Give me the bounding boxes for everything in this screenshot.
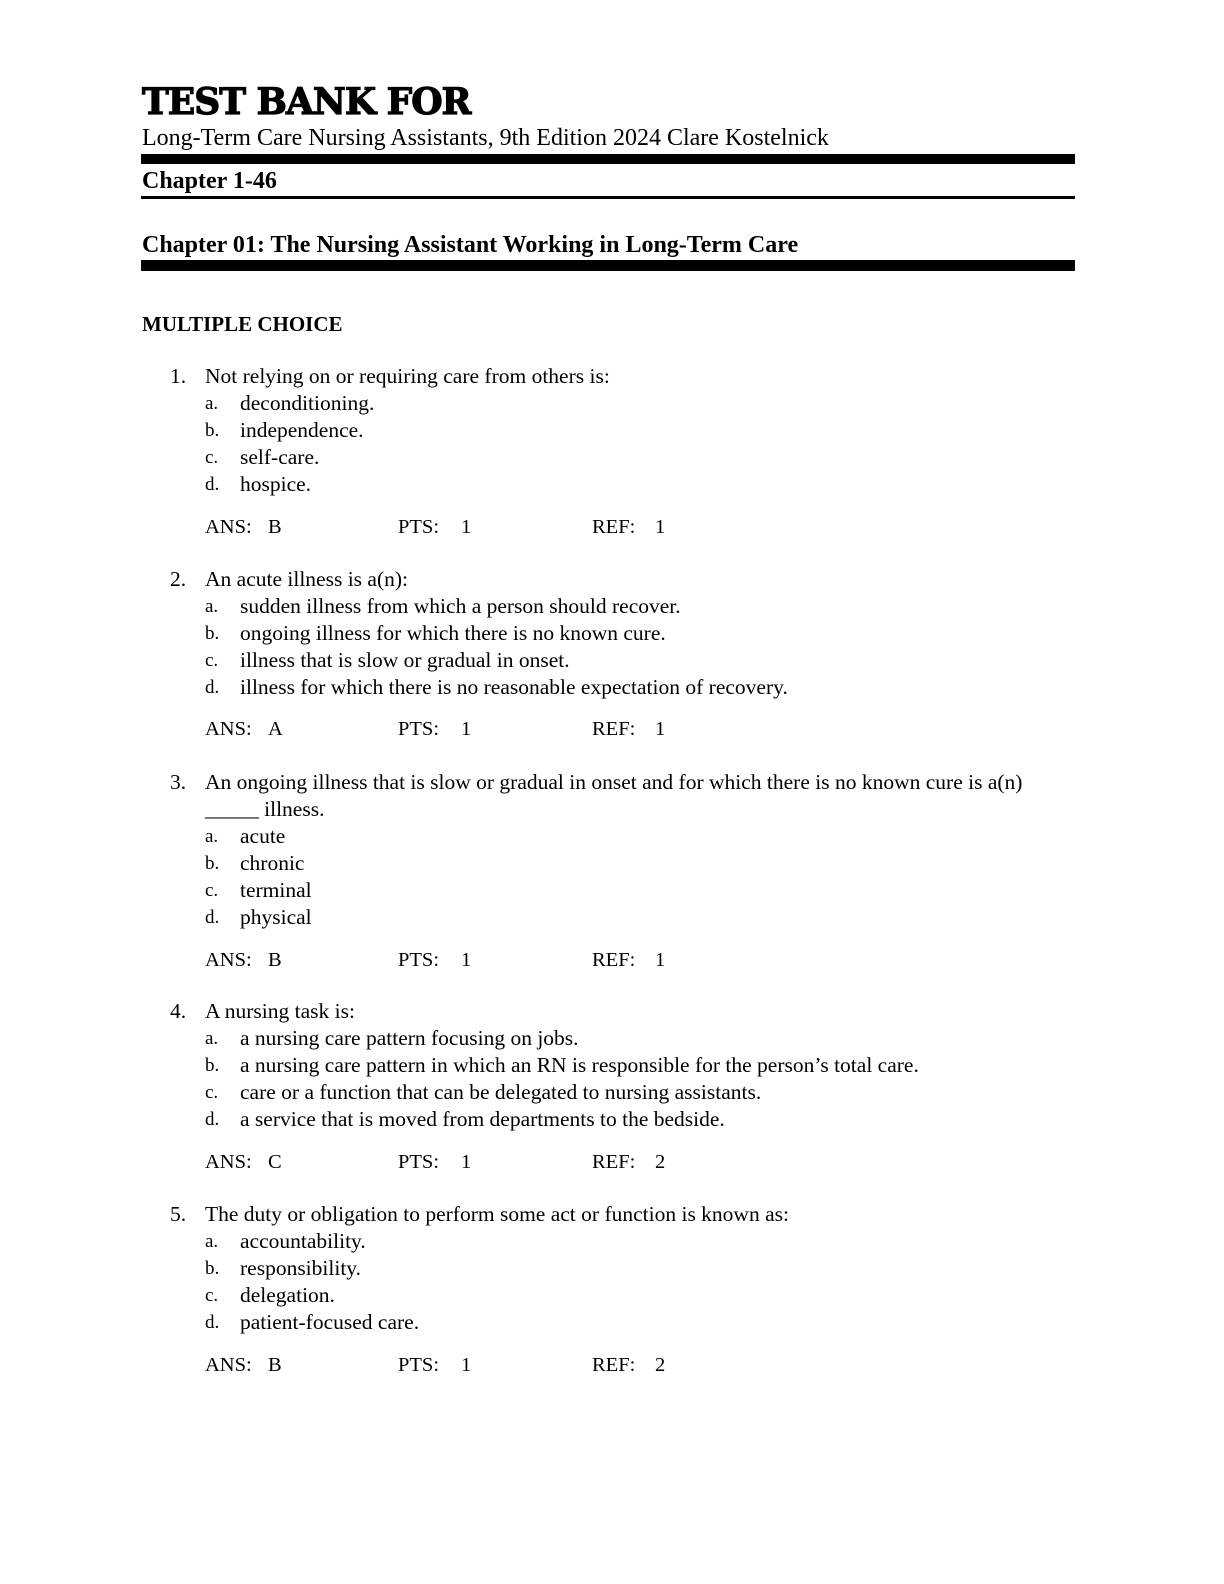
ref-value: 1 bbox=[655, 718, 666, 740]
answer-metadata bbox=[0, 1352, 1224, 1379]
ref-label: REF: bbox=[592, 718, 636, 740]
question-stem: A nursing task is: bbox=[205, 999, 355, 1023]
option-text: sudden illness from which a person should recover. bbox=[240, 594, 681, 618]
section-heading: MULTIPLE CHOICE bbox=[142, 312, 343, 336]
option-text: self-care. bbox=[240, 445, 320, 469]
pts-value: 1 bbox=[461, 718, 472, 740]
pts-label: PTS: bbox=[398, 1354, 440, 1376]
ref-label: REF: bbox=[592, 1354, 636, 1376]
option-text: hospice. bbox=[240, 472, 312, 496]
answer-metadata bbox=[0, 1149, 1224, 1176]
option-text: illness that is slow or gradual in onset. bbox=[240, 648, 570, 672]
option-text: ongoing illness for which there is no known cure. bbox=[240, 621, 666, 645]
pts-label: PTS: bbox=[398, 718, 440, 740]
ans-label: ANS: bbox=[205, 1354, 252, 1376]
pts-value: 1 bbox=[461, 516, 472, 538]
answer-option bbox=[0, 1255, 1224, 1282]
option-letter: c. bbox=[205, 447, 219, 468]
ans-label: ANS: bbox=[205, 1151, 252, 1173]
option-letter: a. bbox=[205, 826, 219, 847]
question-stem: An acute illness is a(n): bbox=[205, 567, 409, 591]
answer-option bbox=[0, 417, 1224, 444]
option-letter: b. bbox=[205, 853, 220, 874]
chapter-range-divider bbox=[141, 196, 1075, 199]
ans-value: B bbox=[268, 949, 282, 971]
option-text: chronic bbox=[240, 851, 305, 875]
answer-option bbox=[0, 1106, 1224, 1133]
option-text: responsibility. bbox=[240, 1256, 362, 1280]
ans-value: C bbox=[268, 1151, 282, 1173]
header-divider bbox=[141, 154, 1075, 164]
option-text: a service that is moved from departments to the bedside. bbox=[240, 1107, 725, 1131]
question-number: 3. bbox=[170, 770, 187, 794]
option-text: acute bbox=[240, 824, 286, 848]
option-letter: a. bbox=[205, 1028, 219, 1049]
document-subtitle: Long-Term Care Nursing Assistants, 9th Edition 2024 Clare Kostelnick bbox=[142, 125, 829, 151]
ref-value: 2 bbox=[655, 1151, 666, 1173]
question-number: 1. bbox=[170, 364, 187, 388]
answer-option bbox=[0, 823, 1224, 850]
option-text: terminal bbox=[240, 878, 312, 902]
pts-label: PTS: bbox=[398, 949, 440, 971]
option-letter: c. bbox=[205, 650, 219, 671]
option-letter: d. bbox=[205, 474, 220, 495]
option-letter: b. bbox=[205, 1055, 220, 1076]
option-letter: d. bbox=[205, 907, 220, 928]
answer-option bbox=[0, 1309, 1224, 1336]
chapter-title-divider bbox=[141, 260, 1075, 271]
answer-metadata bbox=[0, 947, 1224, 974]
option-letter: c. bbox=[205, 1285, 219, 1306]
answer-metadata bbox=[0, 716, 1224, 743]
option-letter: c. bbox=[205, 880, 219, 901]
pts-value: 1 bbox=[461, 1151, 472, 1173]
chapter-title: Chapter 01: The Nursing Assistant Working in Long-Term Care bbox=[142, 232, 799, 258]
option-letter: a. bbox=[205, 1231, 219, 1252]
ans-value: B bbox=[268, 1354, 282, 1376]
option-letter: d. bbox=[205, 1109, 220, 1130]
option-text: a nursing care pattern in which an RN is responsible for the person’s total care. bbox=[240, 1053, 919, 1077]
question-stem: The duty or obligation to perform some act or function is known as: bbox=[205, 1202, 789, 1226]
answer-option bbox=[0, 1052, 1224, 1079]
question-stem: Not relying on or requiring care from others is: bbox=[205, 364, 610, 388]
ans-value: A bbox=[268, 718, 283, 740]
question-number: 5. bbox=[170, 1202, 187, 1226]
option-text: patient-focused care. bbox=[240, 1310, 420, 1334]
answer-option bbox=[0, 1282, 1224, 1309]
option-letter: d. bbox=[205, 677, 220, 698]
answer-option bbox=[0, 850, 1224, 877]
ref-value: 1 bbox=[655, 516, 666, 538]
pts-value: 1 bbox=[461, 949, 472, 971]
ans-label: ANS: bbox=[205, 718, 252, 740]
answer-option bbox=[0, 904, 1224, 931]
answer-option bbox=[0, 593, 1224, 620]
option-letter: a. bbox=[205, 596, 219, 617]
document-title: TEST BANK FOR bbox=[142, 81, 471, 123]
ans-value: B bbox=[268, 516, 282, 538]
question-stem: An ongoing illness that is slow or gradual in onset and for which there is no known cure is a(n) _____ illness. bbox=[205, 770, 1023, 821]
pts-label: PTS: bbox=[398, 1151, 440, 1173]
option-text: care or a function that can be delegated to nursing assistants. bbox=[240, 1080, 762, 1104]
option-text: illness for which there is no reasonable expectation of recovery. bbox=[240, 675, 788, 699]
question-number: 4. bbox=[170, 999, 187, 1023]
ref-label: REF: bbox=[592, 949, 636, 971]
answer-option bbox=[0, 390, 1224, 417]
ref-value: 2 bbox=[655, 1354, 666, 1376]
option-text: accountability. bbox=[240, 1229, 366, 1253]
option-letter: c. bbox=[205, 1082, 219, 1103]
option-letter: b. bbox=[205, 623, 220, 644]
option-letter: b. bbox=[205, 420, 220, 441]
option-text: deconditioning. bbox=[240, 391, 375, 415]
answer-option bbox=[0, 444, 1224, 471]
ref-label: REF: bbox=[592, 516, 636, 538]
answer-option bbox=[0, 1228, 1224, 1255]
ans-label: ANS: bbox=[205, 949, 252, 971]
answer-option bbox=[0, 471, 1224, 498]
answer-option bbox=[0, 674, 1224, 701]
answer-option bbox=[0, 647, 1224, 674]
answer-option bbox=[0, 620, 1224, 647]
ref-value: 1 bbox=[655, 949, 666, 971]
answer-option bbox=[0, 1025, 1224, 1052]
answer-option bbox=[0, 1079, 1224, 1106]
pts-value: 1 bbox=[461, 1354, 472, 1376]
ref-label: REF: bbox=[592, 1151, 636, 1173]
pts-label: PTS: bbox=[398, 516, 440, 538]
option-letter: a. bbox=[205, 393, 219, 414]
option-text: physical bbox=[240, 905, 312, 929]
option-text: independence. bbox=[240, 418, 364, 442]
ans-label: ANS: bbox=[205, 516, 252, 538]
question-number: 2. bbox=[170, 567, 187, 591]
option-text: a nursing care pattern focusing on jobs. bbox=[240, 1026, 579, 1050]
option-text: delegation. bbox=[240, 1283, 335, 1307]
answer-metadata bbox=[0, 514, 1224, 541]
option-letter: d. bbox=[205, 1312, 220, 1333]
answer-option bbox=[0, 877, 1224, 904]
option-letter: b. bbox=[205, 1258, 220, 1279]
chapter-range: Chapter 1-46 bbox=[142, 168, 277, 194]
